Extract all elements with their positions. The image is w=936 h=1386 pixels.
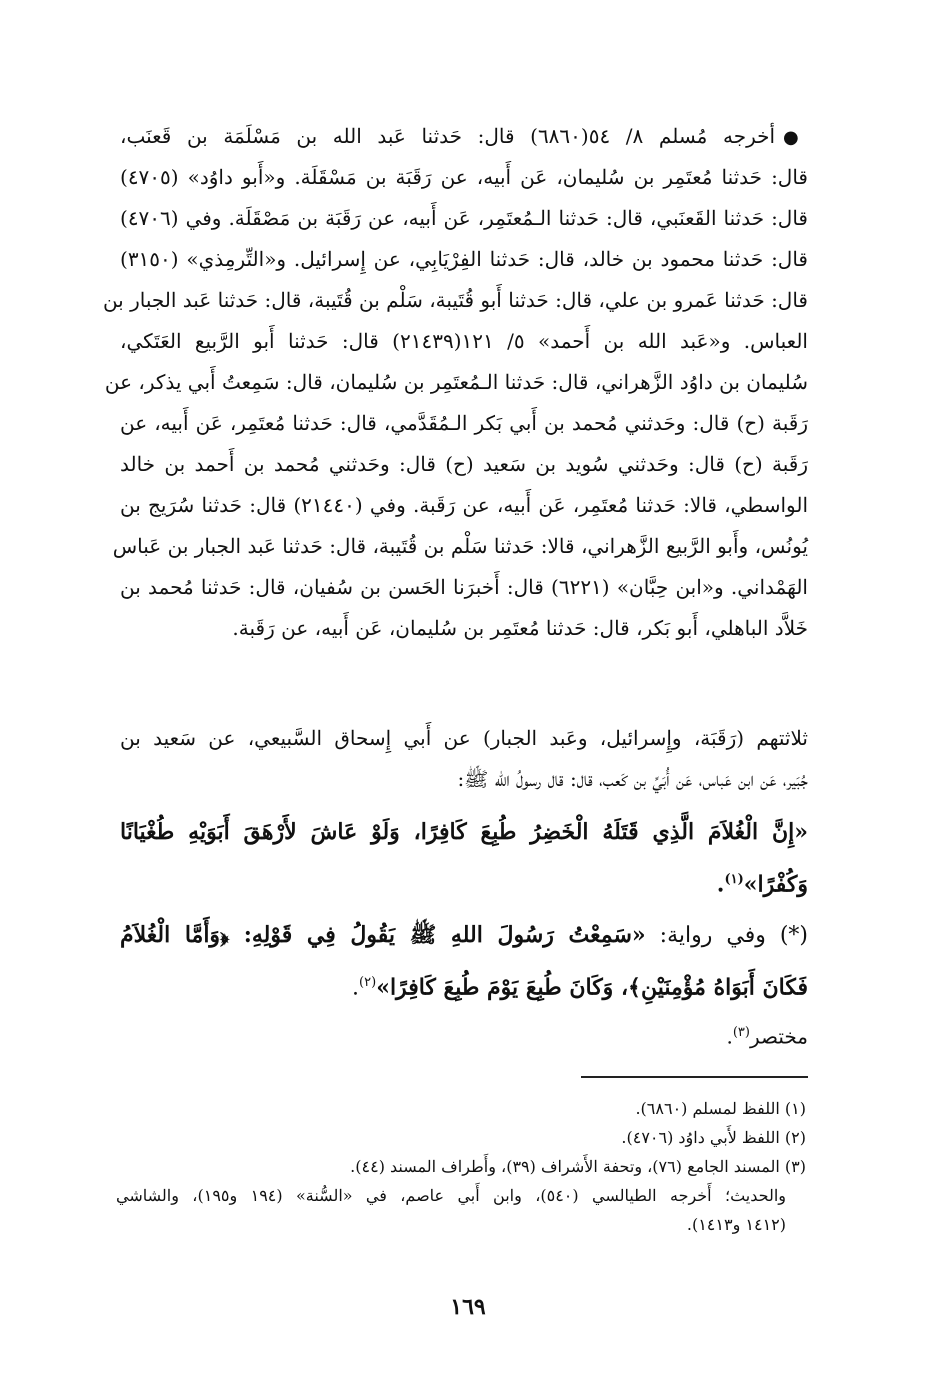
footnote-ref: (١) — [724, 872, 744, 887]
variant-quote: فَكَانَ أَبَوَاهُ مُؤْمِنَيْنِ﴾، وَكَانَ طُبِعَ يَوْمَ طُبِعَ كَافِرًا» — [376, 974, 808, 1001]
text-line: «إِنَّ الْغُلاَمَ الَّذِي قَتَلَهُ الْخَضِرُ طُبِعَ كَافِرًا، وَلَوْ عَاشَ لأَرْهَقَ أَبَوَيْهِ طُغْيَانًا — [120, 819, 808, 845]
text-line: قال: حَدثنا مُعتَمِر بن سُليمان، عَن أَبيه، عن رَقَبَة بن مَسْقَلَة. و«أَبو داوُد» (٤٧٠٥) — [120, 165, 808, 189]
text-line: خَلاَّد الباهلي، أَبو بَكر، قال: حَدثنا مُعتَمِر بن سُليمان، عَن أَبيه، عن رَقَبة. — [232, 616, 808, 640]
text-line: قال: حَدثنا القَعنَبي، قال: حَدثنا الـمُعتَمِر، عَن أَبيه، عن رَقَبَة بن مَصْقَلَة. وفي (٤٧٠٦) — [120, 206, 808, 230]
line-text: أخرجه مُسلم ٨/ ٥٤(٦٨٦٠) قال: حَدثنا عَبد الله بن مَسْلَمَة بن قَعنَب، — [120, 124, 776, 148]
footnote-3-continuation: والحديث؛ أَخرجه الطيالسي (٥٤٠)، وابن أَبي عاصم، في «السُّنة» (١٩٤ و١٩٥)، والشاشي — [116, 1186, 787, 1205]
hadith-text — [120, 808, 808, 904]
text-line: رَقَبة (ح) قال: وحَدثني مُحمد بن أَبي بَكر الـمُقَدَّمي، قال: حَدثنا مُعتَمِر، عَن أَبيه، عن — [120, 411, 808, 435]
text-line: قال: حَدثنا محمود بن خالد، قال: حَدثنا الفِرْيَابِي، عن إِسرائيل. و«التِّرمِذي» (٣١٥٠) — [120, 247, 808, 271]
chain-paragraph — [120, 718, 808, 800]
footnotes — [116, 1094, 806, 1239]
text-line — [120, 1012, 808, 1053]
line-text: وَكُفْرًا» — [743, 871, 808, 898]
footnote-3: (٣) المسند الجامع (٧٦)، وتحفة الأَشراف (٣٩)، وأَطراف المسند (٤٤). — [350, 1157, 806, 1176]
variant-narration — [120, 911, 808, 1007]
text-line — [120, 116, 808, 157]
variant-intro: (*) وفي رواية: — [659, 923, 808, 948]
bullet-icon: ● — [783, 127, 808, 148]
text-line: الواسطي، قالا: حَدثنا مُعتَمِر، عَن أَبيه، عن رَقَبة. وفي (٢١٤٤٠) قال: حَدثنا سُرَيج بن — [120, 493, 808, 517]
text-line — [120, 856, 808, 904]
footnote-3-continuation: (١٤١٢ و١٤١٣). — [686, 1215, 786, 1234]
mukhtasar-text: مختصر — [749, 1024, 808, 1049]
footnote-1: (١) اللفظ لمسلم (٦٨٦٠). — [635, 1099, 806, 1118]
page-number: ١٦٩ — [450, 1294, 486, 1320]
line-end: . — [726, 1024, 733, 1049]
variant-quote: «سَمِعْتُ رَسُولَ اللهِ ﷺ يَقُولُ فِي قَوْلِهِ: ﴿وَأَمَّا الْغُلاَمُ — [120, 922, 646, 948]
text-line: الهَمْداني. و«ابن حِبَّان» (٦٢٢١) قال: أَخبرَنا الحَسن بن سُفيان، قال: حَدثنا مُحمد بن — [120, 575, 808, 599]
line-end: . — [352, 975, 360, 1001]
footnote-ref: (٢) — [359, 975, 377, 990]
footnote-divider — [581, 1076, 808, 1078]
mukhtasar-note — [120, 1012, 808, 1053]
text-line: قال: حَدثنا عَمرو بن علي، قال: حَدثنا أَبو قُتَيبة، سَلْم بن قُتَيبة، قال: حَدثنا عَبد الجبار بن — [102, 288, 808, 312]
line-end: . — [716, 871, 725, 898]
text-line: يُونُس، وأَبو الرَّبيع الزَّهراني، قالا: حَدثنا سَلْم بن قُتَيبة، قال: حَدثنا عَبد الجبار بن عَباس — [112, 534, 808, 558]
text-line — [120, 911, 808, 959]
text-line: سُليمان بن داوُد الزَّهراني، قال: حَدثنا الـمُعتَمِر بن سُليمان، قال: سَمِعتُ أَبي يذكر، عن — [104, 370, 808, 394]
text-line: ثلاثتهم (رَقَبَة، وإِسرائيل، وعَبد الجبار) عن أَبي إِسحاق السَّبيعي، عن سَعيد بن — [120, 726, 808, 750]
footnote-2: (٢) اللفظ لأَبي داوُد (٤٧٠٦). — [621, 1128, 806, 1147]
text-line — [120, 959, 808, 1007]
text-line: رَقَبة (ح) قال: وحَدثني سُويد بن سَعيد (ح) قال: وحَدثني مُحمد بن أَحمد بن خالد — [120, 452, 808, 476]
footnote-ref: (٣) — [732, 1025, 750, 1040]
text-line: العباس. و«عَبد الله بن أَحمد» ٥/ ١٢١(٢١٤٣٩) قال: حَدثنا أَبو الرَّبيع العَتَكي، — [120, 329, 808, 353]
takhrij-paragraph — [102, 116, 808, 649]
text-line: جُبَير، عَن ابن عَباس، عَن أُبَيِّ بن كَعب، قال: قال رسولُ الله ﷺ: — [457, 767, 808, 791]
